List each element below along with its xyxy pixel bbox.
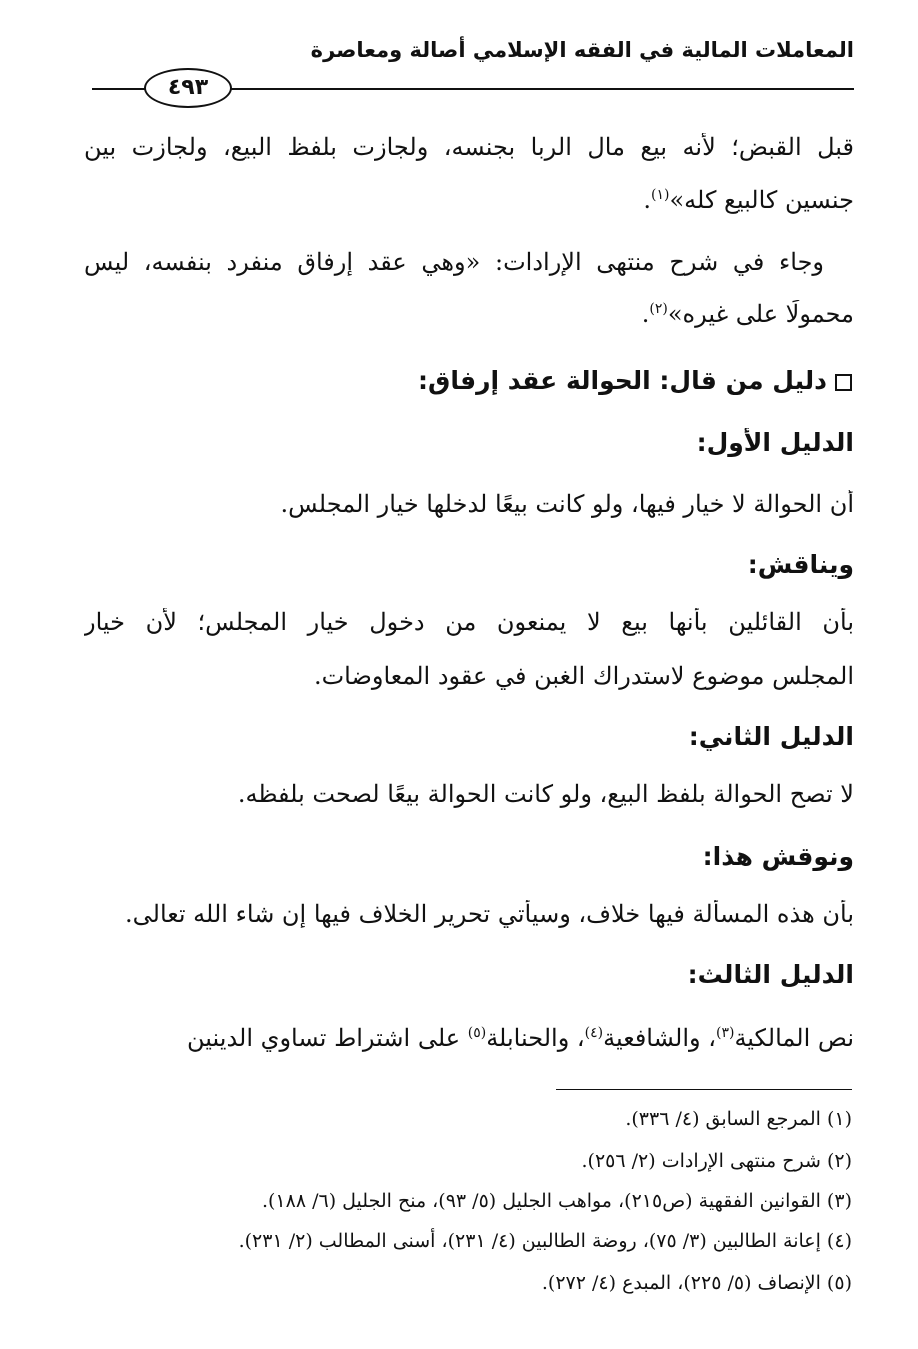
square-bullet-icon <box>835 374 852 391</box>
footnote-rule <box>556 1089 852 1090</box>
paragraph-line: بأن القائلين بأنها بيع لا يمنعون من دخول خيار المجلس؛ لأن خيار <box>84 608 854 636</box>
footnote: (١) المرجع السابق (٤/ ٣٣٦). <box>625 1108 852 1130</box>
line-end: . <box>641 300 650 328</box>
paragraph-line <box>84 1024 854 1052</box>
line-text: جنسين كالبيع كله» <box>669 186 854 214</box>
objection-heading: ونوقش هذا: <box>702 842 854 871</box>
page-number: ٤٩٣ <box>144 68 232 108</box>
footnote: (٥) الإنصاف (٥/ ٢٢٥)، المبدع (٤/ ٢٧٢). <box>541 1272 852 1294</box>
proof-heading: الدليل الثاني: <box>688 722 854 751</box>
paragraph-line: لا تصح الحوالة بلفظ البيع، ولو كانت الحوالة بيعًا لصحت بلفظه. <box>237 780 854 808</box>
discussion-heading: ويناقش: <box>747 550 854 579</box>
footnote-ref: (٤) <box>584 1025 604 1041</box>
paragraph-line <box>84 186 854 214</box>
footnote-ref: (١) <box>651 187 670 203</box>
line-end: . <box>643 186 652 214</box>
paragraph-line: المجلس موضوع لاستدراك الغبن في عقود المعاوضات. <box>313 662 854 690</box>
footnote: (٤) إعانة الطالبين (٣/ ٧٥)، روضة الطالبين (٤/ ٢٣١)، أسنى المطالب (٢/ ٢٣١). <box>238 1230 852 1252</box>
section-heading-text: دليل من قال: الحوالة عقد إرفاق: <box>417 366 827 395</box>
proof-heading: الدليل الأول: <box>696 428 854 457</box>
footnote: (٣) القوانين الفقهية (ص٢١٥)، مواهب الجليل (٥/ ٩٣)، منح الجليل (٦/ ١٨٨). <box>261 1190 852 1212</box>
line-text: نص المالكية <box>734 1024 854 1052</box>
paragraph-line: أن الحوالة لا خيار فيها، ولو كانت بيعًا لدخلها خيار المجلس. <box>280 490 854 518</box>
line-text: ، والحنابلة <box>486 1024 585 1052</box>
paragraph-line <box>84 300 854 328</box>
footnote-ref: (٣) <box>715 1025 735 1041</box>
line-text: محمولًا على غيره» <box>667 300 854 328</box>
footnote-ref: (٢) <box>649 301 668 317</box>
line-text: على اشتراط تساوي الدينين <box>187 1024 468 1052</box>
running-title: المعاملات المالية في الفقه الإسلامي أصالة ومعاصرة <box>310 38 854 62</box>
paragraph-line: وجاء في شرح منتهى الإرادات: «وهي عقد إرفاق منفرد بنفسه، ليس <box>84 248 824 276</box>
paragraph-line: قبل القبض؛ لأنه بيع مال الربا بجنسه، ولجازت بلفظ البيع، ولجازت بين <box>84 133 854 161</box>
line-text: ، والشافعية <box>603 1024 716 1052</box>
footnote: (٢) شرح منتهى الإرادات (٢/ ٢٥٦). <box>581 1150 852 1172</box>
paragraph-line: بأن هذه المسألة فيها خلاف، وسيأتي تحرير الخلاف فيها إن شاء الله تعالى. <box>125 900 854 928</box>
footnote-ref: (٥) <box>467 1025 487 1041</box>
proof-heading: الدليل الثالث: <box>687 960 854 989</box>
section-heading <box>84 366 852 395</box>
